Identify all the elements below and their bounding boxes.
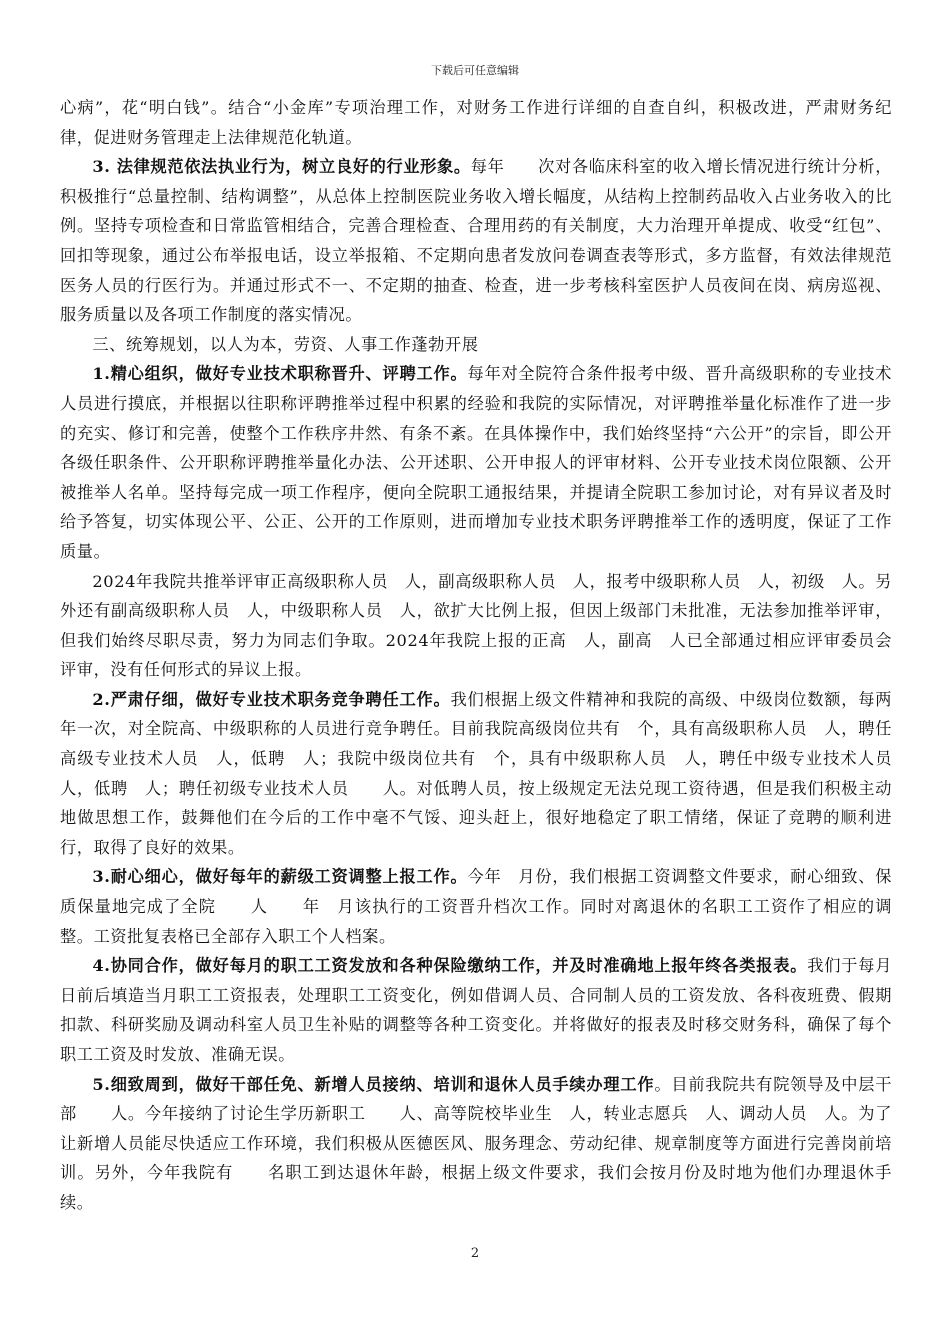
paragraph-personnel — [60, 1070, 892, 1218]
paragraph-continuation — [60, 93, 892, 152]
paragraph-competitive-hiring — [60, 685, 909, 863]
paragraph-heading: 3. 法律规范依法执业行为，树立良好的行业形象。 — [92, 157, 471, 177]
paragraph-heading: 2.严肃仔细，做好专业技术职务竞争聘任工作。 — [92, 689, 451, 709]
paragraph-text: 每年对全院符合条件报考中级、晋升高级职称的专业技术人员进行摸底，并根据以往职称评聘推举过程中积累的经验和我院的实际情况，对评聘推举量化标准作了进一步的充实、修订和完善，使整个工作秩序井然、有条不紊。在具体操作中，我们始终坚持“六公开”的宗旨，即公开各级任职条件、公开职称评聘推举量化办法、公开述职、公开申报人的评审材料、公开专业技术岗位限额、公开被推举人名单。坚持每完成一项工作程序，便向全院职工通报结果，并提请全院职工参加讨论，对有异议者及时给予答复，切实体现公平、公正、公开的工作原则，进而增加专业技术职务评聘推举工作的透明度，保证了工作质量。 — [60, 364, 892, 561]
paragraph-title-promotion — [60, 359, 892, 566]
section-heading — [60, 330, 892, 360]
page-number: 2 — [470, 1246, 480, 1261]
paragraph-heading: 3.耐心细心，做好每年的薪级工资调整上报工作。 — [92, 867, 468, 887]
paragraph-text: 2024年我院共推举评审正高级职称人员 人，副高级职称人员 人，报考中级职称人员 人，初级 人。另外还有副高级职称人员 人，中级职称人员 人，欲扩大比例上报，但因上级部门未批准，无法参加推举评审，但我们始终尽职尽责，努力为同志们争取。2024年我院上报的正高 人，副高 人已全部通过相应评审委员会评审，没有任何形式的异议上报。 — [60, 571, 892, 680]
paragraph-salary-adjustment — [60, 862, 892, 951]
paragraph-text: 。目前我院共有院领导及中层干部 人。今年接纳了讨论生学历新职工 人、高等院校毕业生 人，转业志愿兵 人、调动人员 人。为了让新增人员能尽快适应工作环境，我们积极从医德医风、服务理念、劳动纪律、规章制度等方面进行完善岗前培训。另外，今年我院有 名职工到达退休年龄，根据上级文件要求，我们会按月份及时地为他们办理退休手续。 — [60, 1074, 893, 1212]
paragraph-text: 我们于每月 日前后填造当月职工工资报表，处理职工工资变化，例如借调人员、合同制人员的工资发放、各科夜班费、假期扣款、科研奖励及调动科室人员卫生补贴的调整等各种工资变化。并将做好的报表及时移交财务科，确保了每个职工工资及时发放、准确无误。 — [60, 956, 909, 1064]
document-body — [60, 93, 909, 1218]
paragraph-law-regulation — [60, 152, 892, 330]
paragraph-heading: 4.协同合作，做好每月的职工工资发放和各种保险缴纳工作，并及时准确地上报年终各类报表。 — [92, 956, 808, 976]
page-header: 下载后可任意编辑 — [431, 64, 519, 77]
paragraph-heading: 5.细致周到，做好干部任免、新增人员接纳、培训和退休人员手续办理工作 — [92, 1074, 655, 1094]
paragraph-2024-summary — [60, 567, 892, 685]
paragraph-text: 我们根据上级文件精神和我院的高级、中级岗位数额，每两年一次，对全院高、中级职称的人员进行竞争聘任。目前我院高级岗位共有 个，具有高级职称人员 人，聘任高级专业技术人员 人，低聘 人；我院中级岗位共有 个，具有中级职称人员 人，聘任中级专业技术人员 人，低聘 人；聘任初级专业技术人员 人。对低聘人员，按上级规定无法兑现工资待遇，但是我们积极主动地做思想工作，鼓舞他们在今后的工作中毫不气馁、迎头赶上，很好地稳定了职工情绪，保证了竞聘的顺利进行，取得了良好的效果。 — [60, 689, 909, 857]
paragraph-text: 每年 次对各临床科室的收入增长情况进行统计分析，积极推行“总量控制、结构调整”，从总体上控制医院业务收入增长幅度，从结构上控制药品收入占业务收入的比例。坚持专项检查和日常监管相结合，完善合理检查、合理用药的有关制度，大力治理开单提成、收受“红包”、回扣等现象，通过公布举报电话，设立举报箱、不定期向患者发放问卷调查表等形式，多方监督，有效法律规范医务人员的行医行为。并通过形式不一、不定期的抽查、检查，进一步考核科室医护人员夜间在岗、病房巡视、服务质量以及各项工作制度的落实情况。 — [60, 157, 892, 325]
paragraph-heading: 1.精心组织，做好专业技术职称晋升、评聘工作。 — [92, 364, 468, 384]
section-heading-text: 三、统筹规划，以人为本，劳资、人事工作蓬勃开展 — [92, 334, 479, 354]
paragraph-text: 今年 月份，我们根据工资调整文件要求，耐心细致、保质保量地完成了全院 人 年 月该执行的工资晋升档次工作。同时对离退休的名职工工资作了相应的调整。工资批复表格已全部存入职工个人档案。 — [60, 867, 892, 946]
paragraph-text: 心病”，花“明白钱”。结合“小金库”专项治理工作，对财务工作进行详细的自查自纠，积极改进，严肃财务纪律，促进财务管理走上法律规范化轨道。 — [60, 98, 892, 147]
paragraph-payroll — [60, 951, 909, 1069]
